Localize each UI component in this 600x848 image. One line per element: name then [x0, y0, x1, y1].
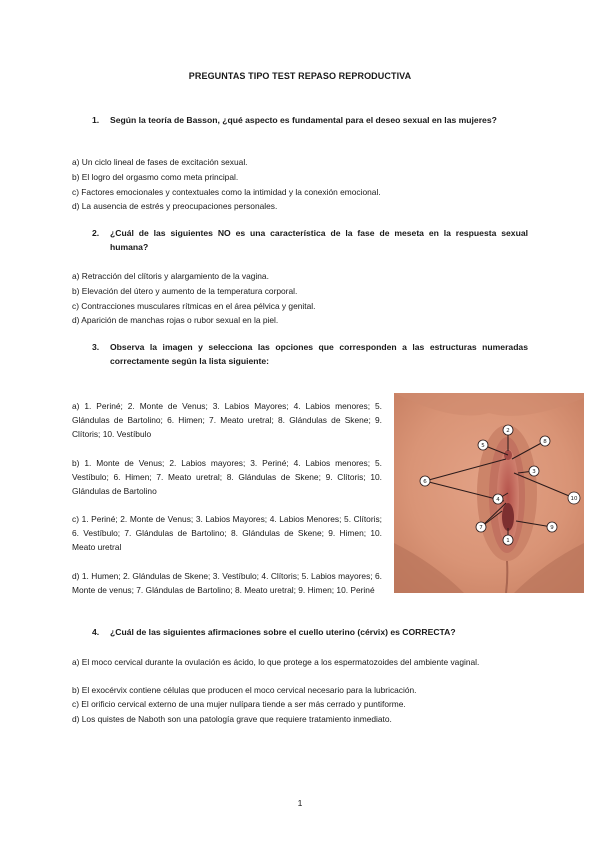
question-1-text: Según la teoría de Basson, ¿qué aspecto es fundamental para el deseo sexual en las mujeres?	[110, 115, 497, 125]
svg-text:10: 10	[570, 496, 578, 502]
question-4-option-b: b) El exocérvix contiene células que producen el moco cervical necesario para la lubricación.	[72, 685, 417, 695]
question-2-option-b: b) Elevación del útero y aumento de la temperatura corporal.	[72, 286, 298, 296]
svg-text:2: 2	[506, 428, 510, 434]
question-4-number: 4.	[92, 627, 100, 637]
question-2-text: ¿Cuál de las siguientes NO es una característica de la fase de meseta en la respuesta sexual humana?	[110, 228, 528, 252]
question-4-text: ¿Cuál de las siguientes afirmaciones sobre el cuello uterino (cérvix) es CORRECTA?	[110, 627, 456, 637]
figure-label-2	[503, 425, 513, 435]
svg-text:9: 9	[550, 525, 554, 531]
question-4	[92, 626, 528, 640]
question-3-option-c: c) 1. Periné; 2. Monte de Venus; 3. Labios Mayores; 4. Labios Menores; 5. Clítoris; 6. Vestíbulo; 7. Glándulas de Bartolino; 8. Glándulas de Skene; 9. Himen; 10. Meato uretral	[72, 514, 382, 552]
question-3-option-b: b) 1. Monte de Venus; 2. Labios mayores; 3. Periné; 4. Labios menores; 5. Vestíbulo; 6. Himen; 7. Meato uretral; 8. Glándulas de Skene; 9. Clítoris; 10. Glándulas de Bartolino	[72, 458, 382, 496]
svg-text:6: 6	[423, 479, 427, 485]
question-1	[92, 114, 528, 128]
question-1-option-c: c) Factores emocionales y contextuales como la intimidad y la conexión emocional.	[72, 187, 381, 197]
question-4-option-a: a) El moco cervical durante la ovulación es ácido, lo que protege a los espermatozoides del ambiente vaginal.	[72, 657, 480, 667]
figure-label-9	[547, 522, 557, 532]
question-2	[92, 227, 528, 254]
question-4-option-c: c) El orificio cervical externo de una mujer nulípara tiende a ser más cerrado y puntiforme.	[72, 699, 406, 709]
question-1-number: 1.	[92, 115, 100, 125]
figure-label-4	[493, 494, 503, 504]
anatomy-figure	[394, 393, 584, 593]
question-2-option-a: a) Retracción del clítoris y alargamiento de la vagina.	[72, 271, 269, 281]
anatomy-illustration	[394, 393, 584, 593]
figure-label-5	[478, 440, 488, 450]
question-4-option-d: d) Los quistes de Naboth son una patología grave que requiere tratamiento inmediato.	[72, 714, 392, 724]
question-1-option-b: b) El logro del orgasmo como meta principal.	[72, 172, 239, 182]
page-title: PREGUNTAS TIPO TEST REPASO REPRODUCTIVA	[188, 71, 412, 81]
question-3-option-d: d) 1. Humen; 2. Glándulas de Skene; 3. Vestíbulo; 4. Clítoris; 5. Labios mayores; 6. Monte de venus; 7. Glándulas de Bartolino; 8. Meato uretral; 9. Himen; 10. Periné	[72, 571, 382, 595]
figure-label-3	[529, 466, 539, 476]
svg-text:4: 4	[496, 497, 500, 503]
svg-text:7: 7	[479, 525, 483, 531]
question-1-option-d: d) La ausencia de estrés y preocupaciones personales.	[72, 201, 278, 211]
question-3-text: Observa la imagen y selecciona las opciones que corresponden a las estructuras numeradas correctamente según la lista siguiente:	[110, 342, 528, 366]
svg-text:3: 3	[532, 469, 536, 475]
page-number: 1	[297, 798, 303, 808]
question-3	[92, 341, 528, 368]
question-2-number: 2.	[92, 228, 100, 238]
figure-label-8	[540, 436, 550, 446]
question-2-option-c: c) Contracciones musculares rítmicas en el área pélvica y genital.	[72, 301, 316, 311]
figure-label-10	[568, 492, 580, 504]
question-3-number: 3.	[92, 342, 100, 352]
figure-label-7	[476, 522, 486, 532]
question-1-option-a: a) Un ciclo lineal de fases de excitación sexual.	[72, 157, 248, 167]
question-3-option-a: a) 1. Periné; 2. Monte de Venus; 3. Labios Mayores; 4. Labios menores; 5. Glándulas de Bartolino; 6. Himen; 7. Meato uretral; 8. Glándulas de Skene; 9. Clítoris; 10. Vestíbulo	[72, 401, 382, 439]
figure-label-6	[420, 476, 430, 486]
svg-text:8: 8	[543, 439, 547, 445]
figure-label-1	[503, 535, 513, 545]
svg-text:5: 5	[481, 443, 485, 449]
question-2-option-d: d) Aparición de manchas rojas o rubor sexual en la piel.	[72, 315, 279, 325]
svg-text:1: 1	[506, 538, 510, 544]
